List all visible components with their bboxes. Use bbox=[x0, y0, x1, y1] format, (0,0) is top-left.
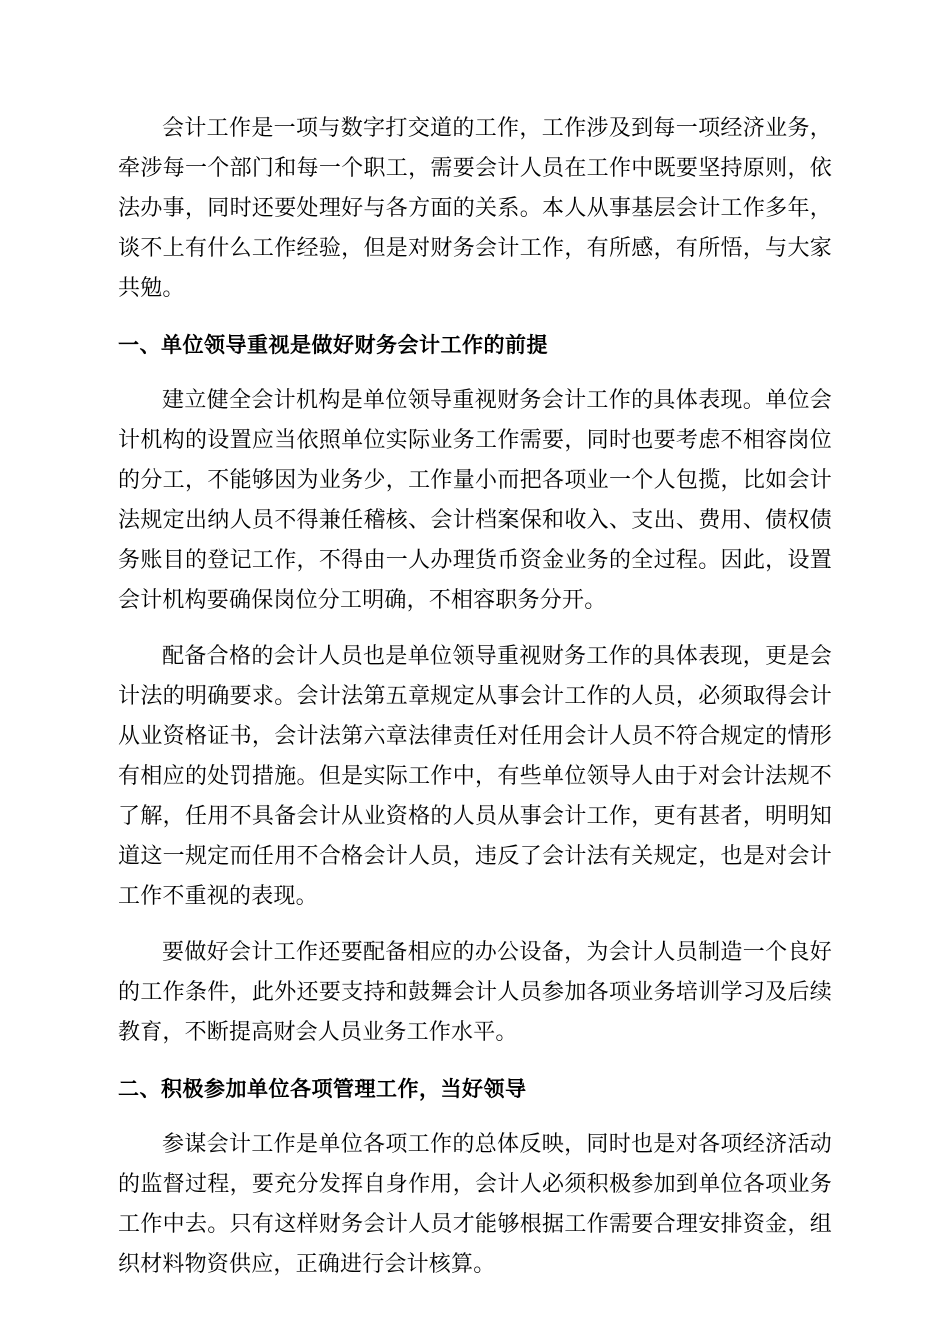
intro-paragraph: 会计工作是一项与数字打交道的工作，工作涉及到每一项经济业务，牵涉每一个部门和每一个职工，需要会计人员在工作中既要坚持原则，依法办事，同时还要处理好与各方面的关系。本人从事基层会计工作多年，谈不上有什么工作经验，但是对财务会计工作，有所感，有所悟，与大家共勉。 bbox=[118, 116, 832, 301]
section-1-paragraph-2: 配备合格的会计人员也是单位领导重视财务工作的具体表现，更是会计法的明确要求。会计法第五章规定从事会计工作的人员，必须取得会计从业资格证书，会计法第六章法律责任对任用会计人员不符合规定的情形有相应的处罚措施。但是实际工作中，有些单位领导人由于对会计法规不了解，任用不具备会计从业资格的人员从事会计工作，更有甚者，明明知道这一规定而任用不合格会计人员，违反了会计法有关规定，也是对会计工作不重视的表现。 bbox=[118, 644, 832, 909]
section-1-heading: 一、单位领导重视是做好财务会计工作的前提 bbox=[118, 333, 548, 357]
section-2-paragraph-1: 参谋会计工作是单位各项工作的总体反映，同时也是对各项经济活动的监督过程，要充分发挥自身作用，会计人必须积极参加到单位各项业务工作中去。只有这样财务会计人员才能够根据工作需要合理安排资金，组织材料物资供应，正确进行会计核算。 bbox=[118, 1132, 832, 1277]
section-2-heading: 二、积极参加单位各项管理工作，当好领导 bbox=[118, 1077, 527, 1101]
document-page bbox=[118, 109, 832, 1301]
section-1-paragraph-1: 建立健全会计机构是单位领导重视财务会计工作的具体表现。单位会计机构的设置应当依照单位实际业务工作需要，同时也要考虑不相容岗位的分工，不能够因为业务少，工作量小而把各项业一个人包揽，比如会计法规定出纳人员不得兼任稽核、会计档案保和收入、支出、费用、债权债务账目的登记工作，不得由一人办理货币资金业务的全过程。因此，设置会计机构要确保岗位分工明确，不相容职务分开。 bbox=[118, 388, 832, 613]
section-1-paragraph-3: 要做好会计工作还要配备相应的办公设备，为会计人员制造一个良好的工作条件，此外还要支持和鼓舞会计人员参加各项业务培训学习及后续教育，不断提高财会人员业务工作水平。 bbox=[118, 940, 832, 1045]
